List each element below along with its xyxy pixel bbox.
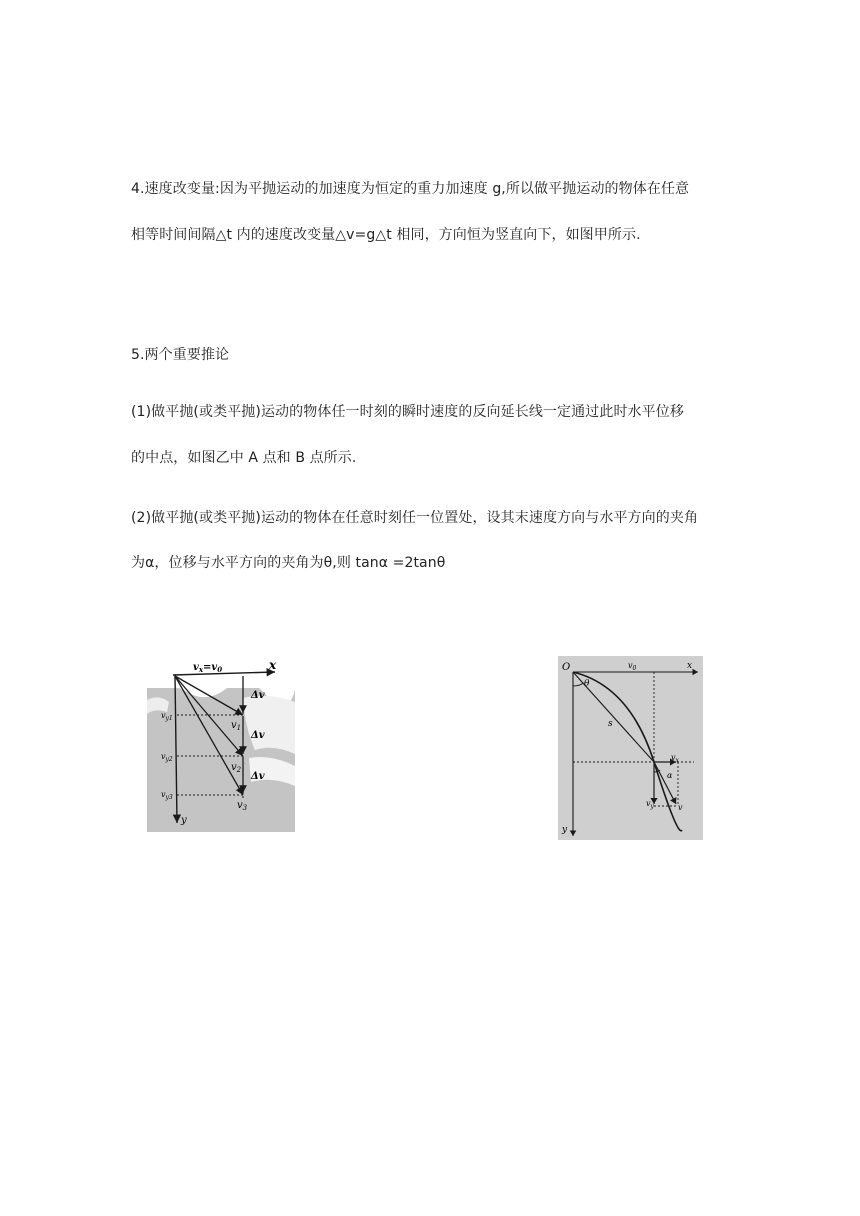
figure-projectile-inference (558, 656, 703, 840)
label-v: v (678, 803, 683, 812)
label-vy1: $v_{y1}$ (161, 711, 173, 722)
text-line: 为α，位移与水平方向的夹角为θ,则 tanα =2tanθ (131, 555, 446, 571)
label-alpha: α (667, 771, 673, 780)
text-line: 的中点，如图乙中 A 点和 B 点所示. (131, 450, 357, 466)
label-theta: θ (584, 679, 590, 689)
label-vx: $v_x$ (671, 753, 679, 764)
label-origin: O (562, 662, 571, 673)
label-v3: $v_3$ (237, 800, 248, 812)
figure-velocity-change-svg (147, 658, 295, 832)
label-vy: $v_y$ (646, 799, 654, 810)
text-line: (2)做平抛(或类平抛)运动的物体在任意时刻任一位置处，设其末速度方向与水平方向的夹角 (131, 510, 699, 526)
label-x-axis: x (687, 661, 693, 671)
label-y-axis: y (562, 825, 568, 835)
label-s: s (608, 719, 613, 729)
text-line: 5.两个重要推论 (131, 347, 230, 363)
label-v1: $v_1$ (231, 720, 242, 732)
text-line: (1)做平抛(或类平抛)运动的物体任一时刻的瞬时速度的反向延长线一定通过此时水平位移 (131, 404, 684, 420)
label-x-axis: x (269, 658, 277, 672)
label-vy2: $v_{y2}$ (161, 752, 173, 763)
text-line: 4.速度改变量:因为平抛运动的加速度为恒定的重力加速度 g,所以做平抛运动的物体在任意 (131, 181, 690, 197)
label-v2: $v_2$ (231, 762, 242, 774)
label-vy3: $v_{y3}$ (161, 790, 173, 801)
label-y-axis: y (181, 815, 187, 826)
label-delta-v-1: Δv (251, 690, 265, 701)
figure-velocity-change (147, 658, 295, 832)
label-delta-v-3: Δv (251, 771, 265, 782)
label-vx-eq-v0: $v_x=v_0$ (193, 662, 223, 674)
label-delta-v-2: Δv (251, 730, 265, 741)
figure-projectile-inference-svg (558, 656, 703, 840)
label-v0: $v_0$ (628, 661, 637, 672)
text-line: 相等时间间隔△t 内的速度改变量△v=g△t 相同，方向恒为竖直向下，如图甲所示. (131, 227, 641, 243)
